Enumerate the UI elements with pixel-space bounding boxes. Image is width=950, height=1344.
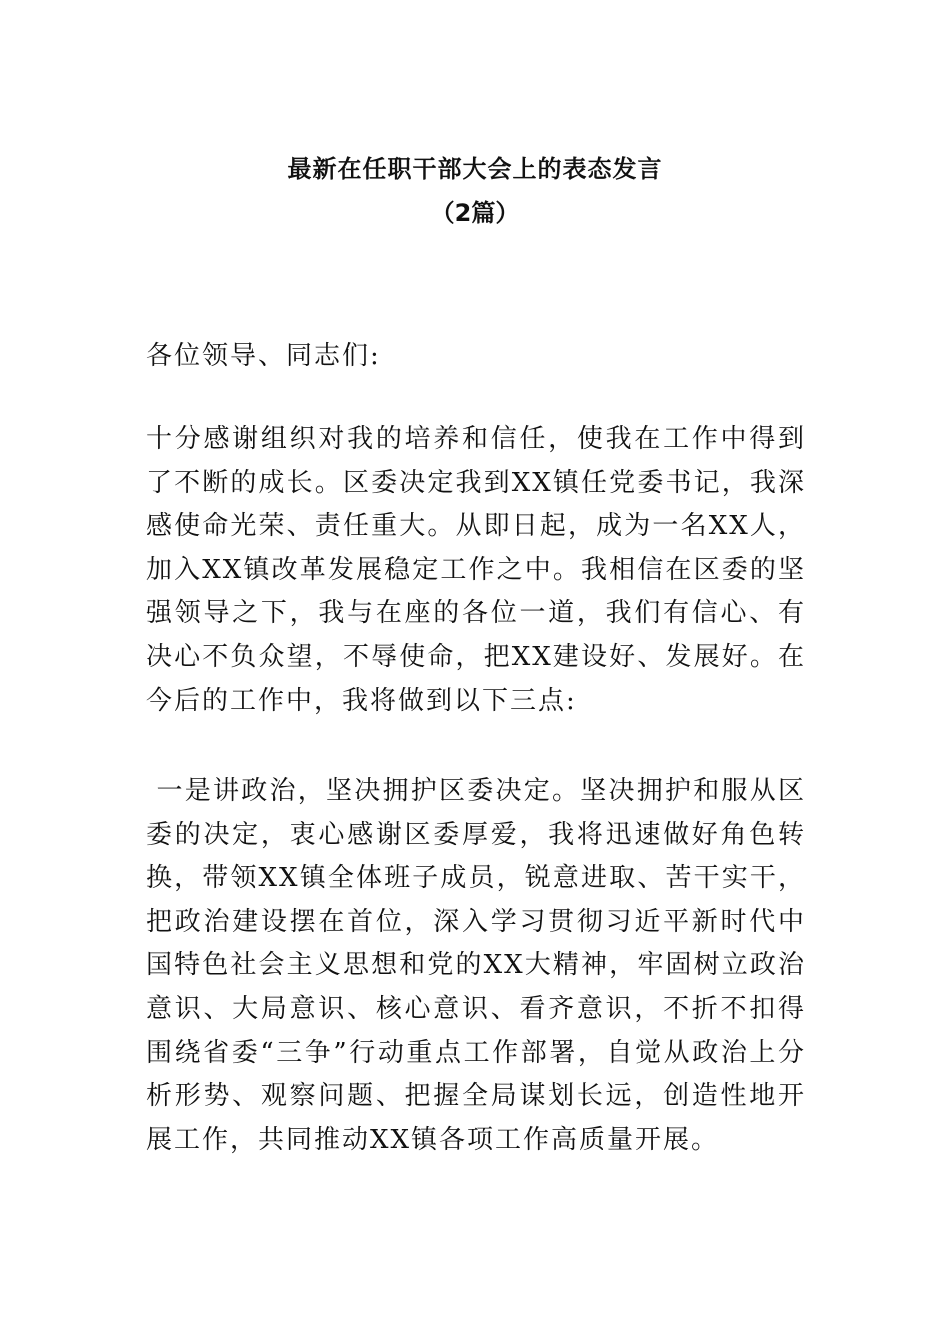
greeting-paragraph: 各位领导、同志们: bbox=[146, 341, 381, 371]
body-paragraph-2: 一是讲政治，坚决拥护区委决定。坚决拥护和服从区委的决定，衷心感谢区委厚爱，我将迅速做好角色转换，带领XX镇全体班子成员，锐意进取、苦干实干，把政治建设摆在首位，深入学习贯彻习近平新时代中国特色社会主义思想和党的XX大精神，牢固树立政治意识、大局意识、核心意识、看齐意识，不折不扣得围绕省委“三争”行动重点工作部署，自觉从政治上分析形势、观察问题、把握全局谋划长远，创造性地开展工作，共同推动XX镇各项工作高质量开展。 bbox=[146, 776, 806, 1155]
page-title: 最新在任职干部大会上的表态发言 bbox=[287, 155, 663, 183]
page-subtitle: （2篇） bbox=[430, 199, 520, 227]
body-paragraph-1: 十分感谢组织对我的培养和信任，使我在工作中得到了不断的成长。区委决定我到XX镇任党委书记，我深感使命光荣、责任重大。从即日起，成为一名XX人，加入XX镇改革发展稳定工作之中。我相信在区委的坚强领导之下，我与在座的各位一道，我们有信心、有决心不负众望，不辱使命，把XX建设好、发展好。在今后的工作中，我将做到以下三点: bbox=[146, 424, 806, 716]
